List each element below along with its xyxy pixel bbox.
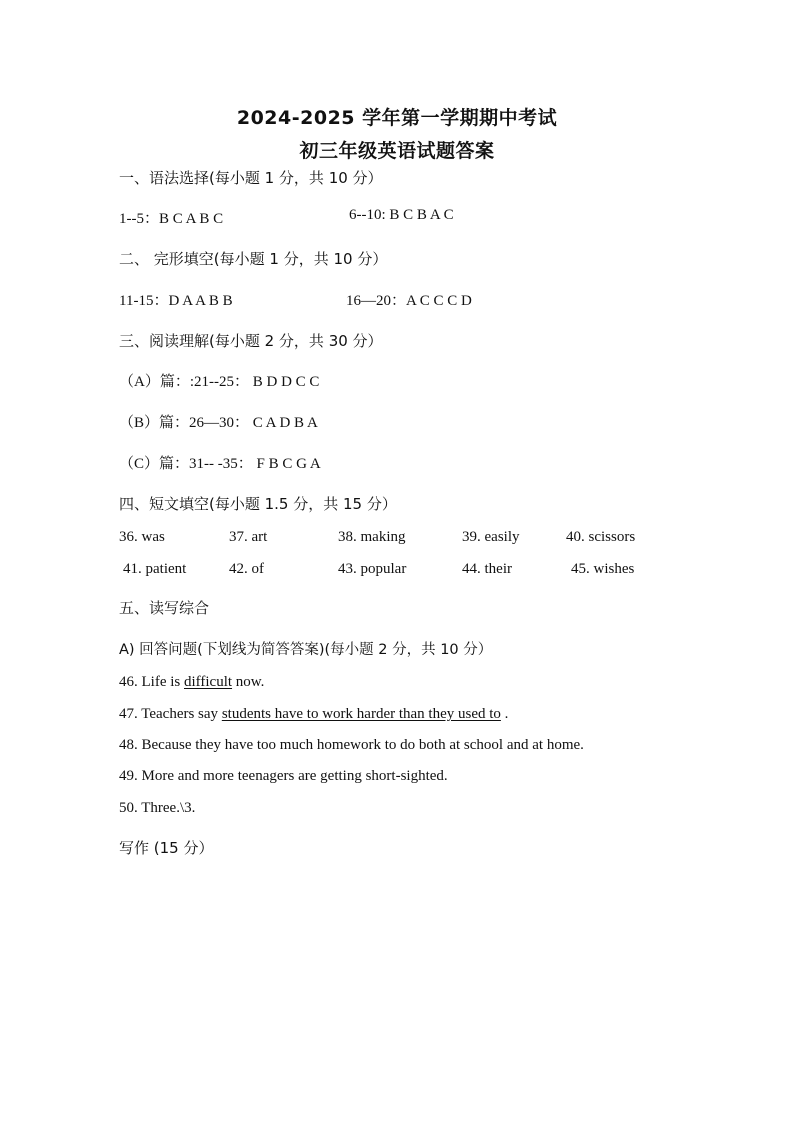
underlined-answer: difficult bbox=[184, 674, 233, 690]
answer-46: 46. Life is difficult now. bbox=[119, 674, 265, 690]
reading-answers-b: （B）篇：26—30： C A D B A bbox=[119, 415, 318, 431]
fill-answer: 42. of bbox=[229, 561, 264, 577]
exam-title: 2024-2025 学年第一学期期中考试 bbox=[236, 107, 558, 129]
section-reading-writing-heading: 五、读写综合 bbox=[119, 599, 210, 617]
answer-49: 49. More and more teenagers are getting short-sighted. bbox=[119, 768, 448, 784]
section-reading-heading: 三、阅读理解(每小题 2 分，共 30 分） bbox=[119, 332, 383, 350]
cloze-answers-16-20: 16—20：A C C C D bbox=[346, 293, 472, 309]
answer-questions-heading: A) 回答问题(下划线为简答答案)(每小题 2 分，共 10 分） bbox=[119, 642, 493, 658]
writing-heading: 写作 (15 分） bbox=[119, 839, 214, 857]
reading-answers-c: （C）篇：31-- -35： F B C G A bbox=[119, 456, 321, 472]
fill-answer: 38. making bbox=[338, 529, 406, 545]
underlined-answer: students have to work harder than they used to bbox=[221, 706, 501, 722]
section-cloze-heading: 二、 完形填空(每小题 1 分，共 10 分） bbox=[119, 250, 388, 268]
fill-answer: 39. easily bbox=[462, 529, 520, 545]
reading-answers-a: （A）篇：:21--25： B D D C C bbox=[119, 374, 320, 390]
cloze-answers-11-15: 11-15：D A A B B bbox=[119, 293, 233, 309]
answer-47: 47. Teachers say students have to work harder than they used to . bbox=[119, 706, 509, 722]
fill-answer: 43. popular bbox=[338, 561, 407, 577]
fill-answer: 36. was bbox=[119, 529, 165, 545]
fill-answer: 44. their bbox=[462, 561, 512, 577]
grammar-answers-6-10: 6--10: B C B A C bbox=[349, 207, 454, 223]
section-fill-blank-heading: 四、短文填空(每小题 1.5 分，共 15 分） bbox=[119, 495, 397, 513]
fill-answer: 37. art bbox=[229, 529, 268, 545]
answer-50: 50. Three.\3. bbox=[119, 800, 196, 816]
section-grammar-heading: 一、语法选择(每小题 1 分，共 10 分） bbox=[119, 169, 383, 187]
grammar-answers-1-5: 1--5：B C A B C bbox=[119, 211, 224, 227]
answer-48: 48. Because they have too much homework to do both at school and at home. bbox=[119, 737, 584, 753]
fill-answer: 41. patient bbox=[123, 561, 187, 577]
fill-answer: 40. scissors bbox=[566, 529, 636, 545]
fill-answer: 45. wishes bbox=[571, 561, 635, 577]
exam-subtitle: 初三年级英语试题答案 bbox=[299, 140, 495, 162]
